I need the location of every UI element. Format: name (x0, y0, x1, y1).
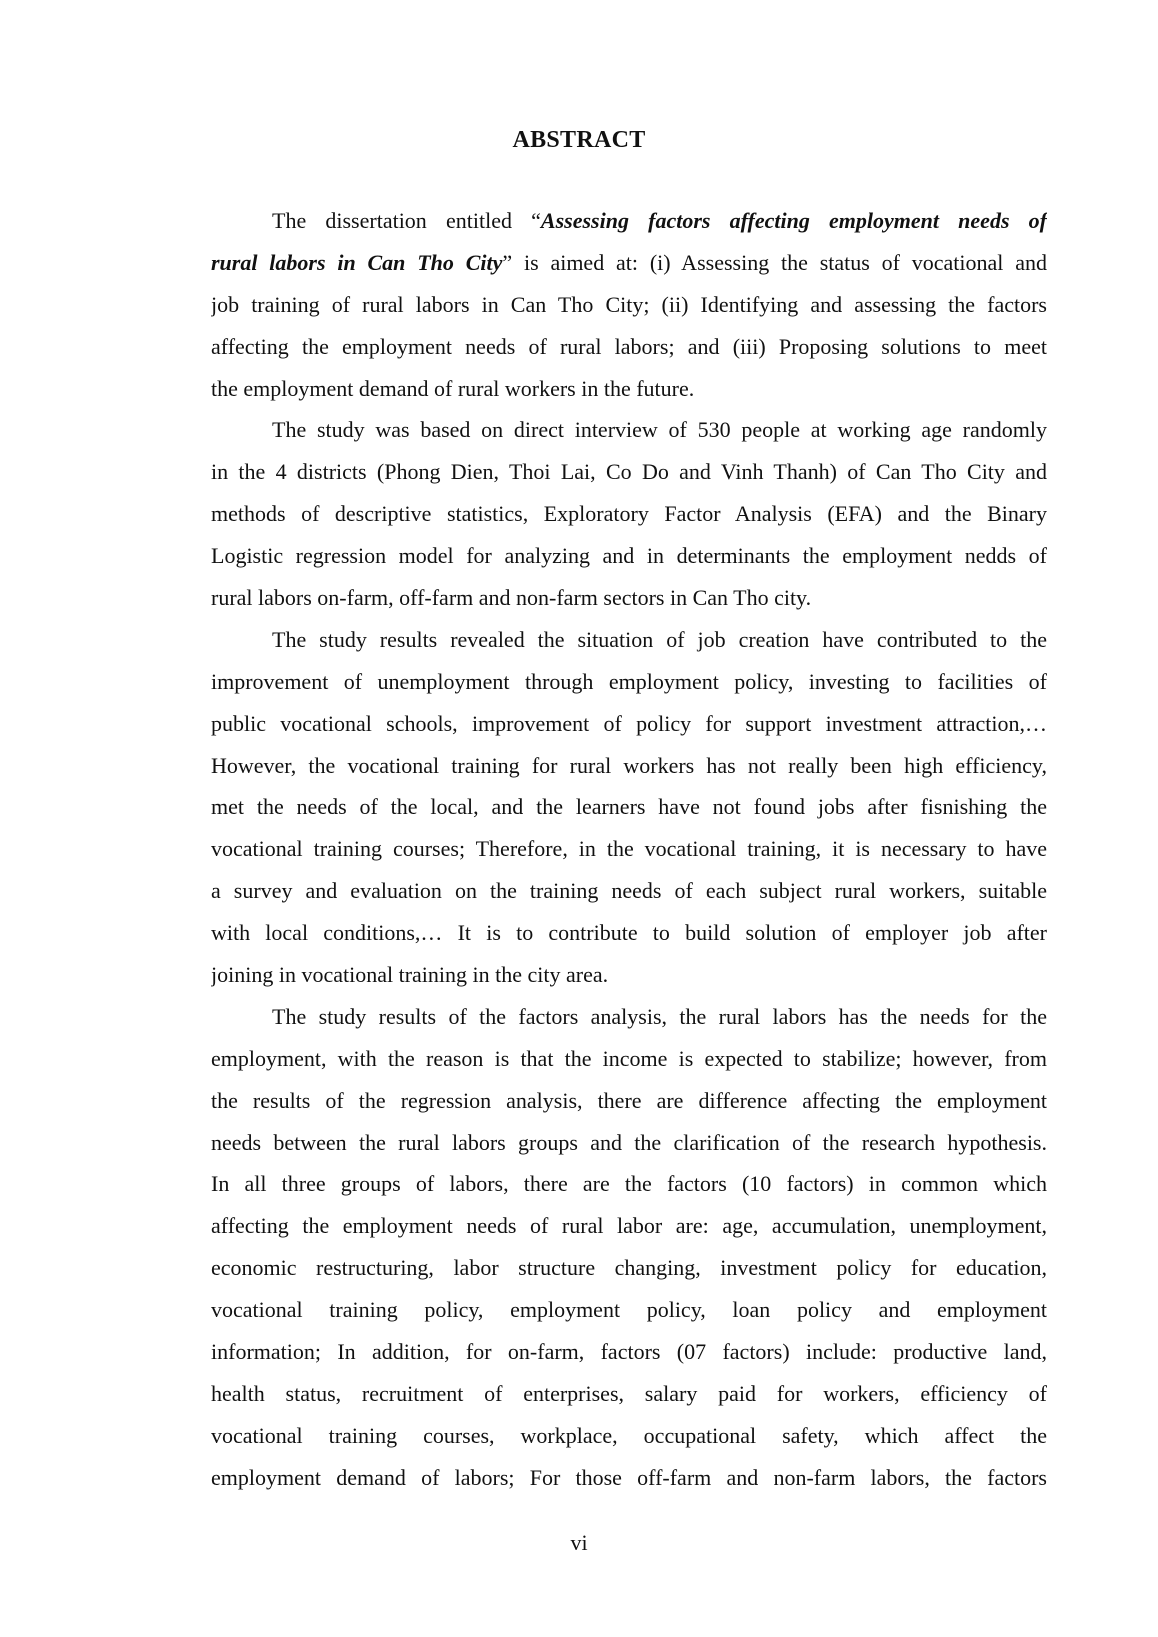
text-line (211, 703, 1047, 745)
paragraph (211, 409, 1047, 618)
text-line (211, 1163, 1047, 1205)
line-text: the employment demand of rural workers in the future. (211, 375, 695, 401)
text-line (211, 1080, 1047, 1122)
line-text: public vocational schools, improvement of policy for support investment attraction,… (211, 710, 1047, 736)
text-line (211, 1289, 1047, 1331)
text-line (211, 451, 1047, 493)
paragraph (211, 996, 1047, 1499)
line-text: The dissertation entitled “ (272, 208, 541, 233)
text-line (211, 284, 1047, 326)
text-line (211, 1122, 1047, 1164)
text-line (211, 1373, 1047, 1415)
line-text: employment demand of labors; For those off-farm and non-farm labors, the factors (211, 1464, 1047, 1490)
paragraph (211, 619, 1047, 996)
line-text: vocational training courses, workplace, occupational safety, which affect the (211, 1422, 1047, 1448)
line-text: joining in vocational training in the city area. (211, 962, 609, 988)
text-line (211, 996, 1047, 1038)
text-line (211, 535, 1047, 577)
line-text: Logistic regression model for analyzing and in determinants the employment nedds of (211, 543, 1047, 569)
text-line (211, 912, 1047, 954)
line-text: rural labors on-farm, off-farm and non-farm sectors in Can Tho city. (211, 585, 812, 611)
line-text: In all three groups of labors, there are the factors (10 factors) in common which (211, 1171, 1047, 1197)
line-text: information; In addition, for on-farm, factors (07 factors) include: productive land, (211, 1339, 1047, 1365)
line-text: affecting the employment needs of rural labors; and (iii) Proposing solutions to meet (211, 333, 1047, 359)
text-line (211, 409, 1047, 451)
line-text: However, the vocational training for rural workers has not really been high efficiency, (211, 752, 1047, 778)
line-text: The study results of the factors analysis, the rural labors has the needs for the (272, 1003, 1047, 1029)
text-line (211, 493, 1047, 535)
text-line (211, 1205, 1047, 1247)
text-line (211, 828, 1047, 870)
line-text: needs between the rural labors groups and the clarification of the research hypothesis. (211, 1129, 1047, 1155)
text-line (211, 954, 1047, 996)
line-text: the results of the regression analysis, there are difference affecting the employment (211, 1087, 1047, 1113)
text-line (211, 1415, 1047, 1457)
line-text: job training of rural labors in Can Tho City; (ii) Identifying and assessing the factors (211, 291, 1047, 317)
text-line (211, 242, 1047, 284)
line-text: The study results revealed the situation of job creation have contributed to the (272, 626, 1047, 652)
page-number: vi (570, 1530, 588, 1555)
line-text: improvement of unemployment through employment policy, investing to facilities of (211, 668, 1047, 694)
page-title: ABSTRACT (512, 127, 646, 153)
line-text: ” is aimed at: (i) Assessing the status of vocational and (502, 249, 1047, 275)
line-text: with local conditions,… It is to contribute to build solution of employer job after (211, 920, 1047, 946)
text-line (211, 326, 1047, 368)
line-text: vocational training courses; Therefore, in the vocational training, it is necessary to have (211, 836, 1047, 862)
text-line (211, 368, 1047, 410)
text-line (211, 1247, 1047, 1289)
line-text: economic restructuring, labor structure changing, investment policy for education, (211, 1255, 1047, 1281)
text-line (211, 786, 1047, 828)
dissertation-title-text: Assessing factors affecting employment needs of (540, 208, 1047, 233)
line-text: in the 4 districts (Phong Dien, Thoi Lai, Co Do and Vinh Thanh) of Can Tho City and (211, 459, 1047, 485)
text-line (211, 661, 1047, 703)
paragraph (211, 200, 1047, 409)
line-text: The study was based on direct interview of 530 people at working age randomly (272, 417, 1047, 443)
line-text: health status, recruitment of enterprises, salary paid for workers, efficiency of (211, 1380, 1047, 1406)
dissertation-title-text: rural labors in Can Tho City (211, 249, 503, 275)
line-text: employment, with the reason is that the income is expected to stabilize; however, from (211, 1045, 1047, 1071)
text-line (211, 870, 1047, 912)
abstract-body (211, 200, 1047, 1499)
text-line (211, 745, 1047, 787)
text-line (211, 619, 1047, 661)
line-text: a survey and evaluation on the training needs of each subject rural workers, suitable (211, 878, 1047, 904)
text-line (211, 200, 1047, 242)
line-text: met the needs of the local, and the learners have not found jobs after fisnishing the (211, 794, 1047, 820)
line-text: methods of descriptive statistics, Exploratory Factor Analysis (EFA) and the Binary (211, 501, 1047, 527)
text-line (211, 1331, 1047, 1373)
text-line (211, 1457, 1047, 1499)
line-text: vocational training policy, employment policy, loan policy and employment (211, 1297, 1047, 1323)
text-line (211, 1038, 1047, 1080)
text-line (211, 577, 1047, 619)
line-text: affecting the employment needs of rural labor are: age, accumulation, unemployment, (211, 1213, 1047, 1239)
